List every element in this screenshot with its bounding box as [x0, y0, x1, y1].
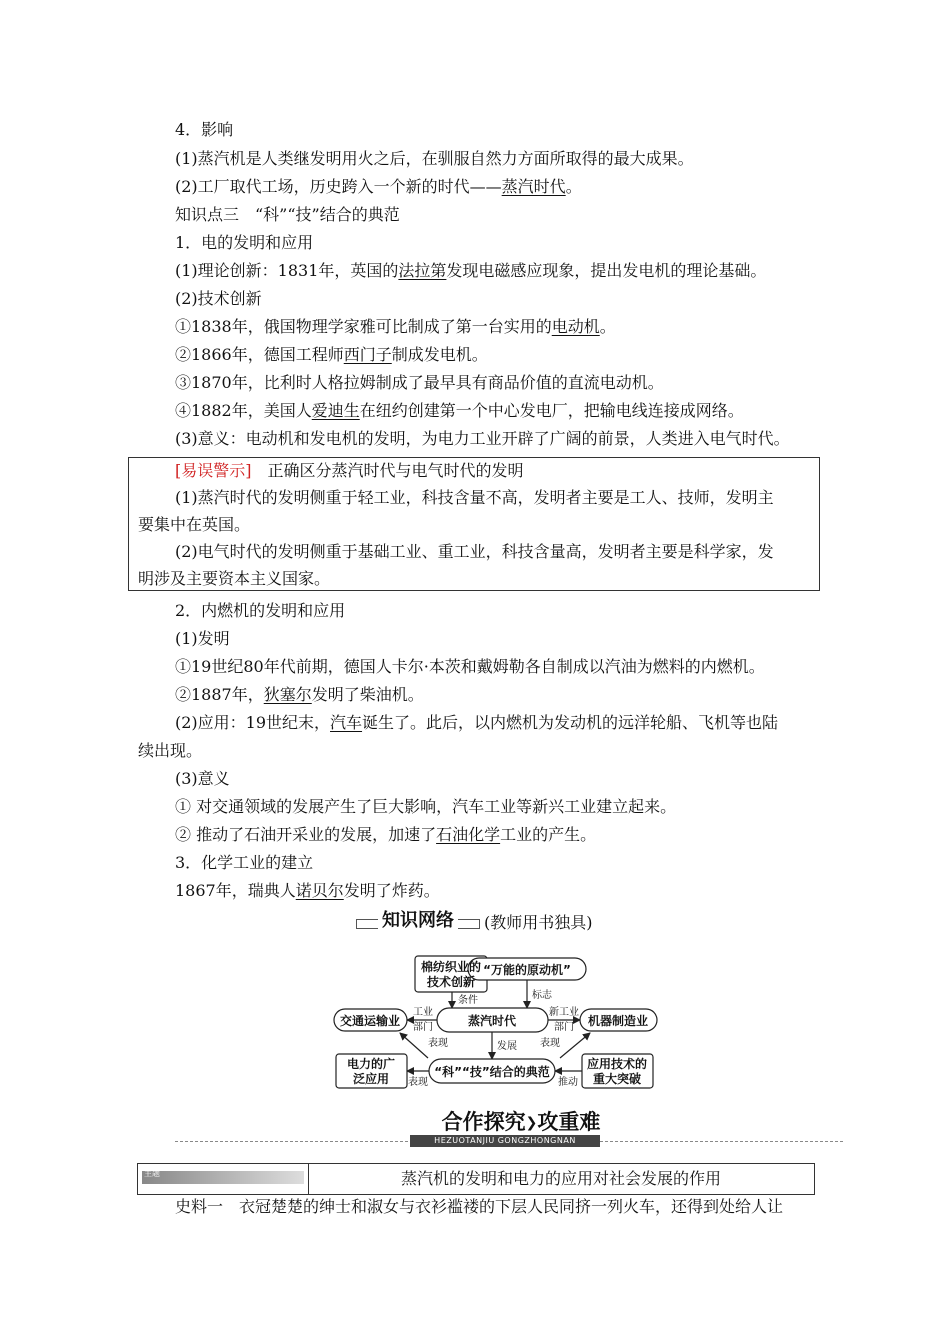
node-cotton-label: 棉纺织业的 — [420, 960, 482, 974]
source-material: 史料一 衣冠楚楚的绅士和淑女与衣衫褴褛的下层人民同挤一列火车，还得到处给人让 — [175, 1197, 784, 1216]
underlined-term: 西门子 — [343, 345, 392, 364]
node-keji-label: “科”“技”结合的典范 — [434, 1065, 550, 1079]
paragraph: (1)理论创新：1831年，英国的法拉第发现电磁感应现象，提出发电机的理论基础。 — [175, 261, 767, 280]
warning-text: 要集中在英国。 — [138, 515, 251, 534]
node-elec-label: 电力的广 — [346, 1057, 396, 1071]
list-item: ② 推动了石油开采业的发展，加速了石油化学工业的产生。 — [175, 825, 597, 844]
paragraph: (3)意义：电动机和发电机的发明，为电力工业开辟了广阔的前景，人类进入电气时代。 — [175, 429, 790, 448]
edge-label-new-industry: 新工业 — [549, 1007, 579, 1018]
edge-label-show-right: 表现 — [540, 1038, 560, 1049]
paragraph: (2)应用：19世纪末，汽车诞生了。此后，以内燃机为发动机的远洋轮船、飞机等也陆 — [175, 713, 779, 732]
edge-label-condition: 条件 — [458, 995, 478, 1006]
node-tech-label: 重大突破 — [592, 1072, 642, 1086]
list-item: ②1866年，德国工程师西门子制成发电机。 — [175, 345, 488, 364]
topic-label-cell — [138, 1164, 309, 1194]
underlined-term: 蒸汽时代 — [501, 177, 566, 196]
list-item: ③1870年，比利时人格拉姆制成了最早具有商品价值的直流电动机。 — [175, 373, 664, 392]
paragraph: (2)工厂取代工场，历史跨入一个新的时代——蒸汽时代。 — [175, 177, 582, 196]
section-heading-influence: 4．影响 — [175, 120, 234, 139]
edge-label-new-industry: 部门 — [554, 1022, 574, 1033]
paragraph: (1)蒸汽机是人类继发明用火之后，在驯服自然力方面所取得的最大成果。 — [175, 149, 694, 168]
node-steam-label: 蒸汽时代 — [467, 1014, 517, 1028]
underlined-term: 爱迪生 — [311, 401, 360, 420]
cooperation-pinyin: HEZUOTANJIU GONGZHONGNAN — [410, 1135, 600, 1147]
list-item: ②1887年，狄塞尔发明了柴油机。 — [175, 685, 424, 704]
edge-label-industry: 部门 — [413, 1022, 433, 1033]
edge-label-develop: 发展 — [497, 1041, 517, 1052]
paragraph: 续出现。 — [138, 741, 203, 760]
edge-label-push: 推动 — [558, 1077, 578, 1088]
topic-text: 蒸汽机的发明和电力的应用对社会发展的作用 — [400, 1169, 721, 1188]
underlined-term: 电动机 — [551, 317, 600, 336]
paragraph: (2)技术创新 — [175, 289, 262, 308]
chevron-right-icon: ❯ — [525, 1115, 538, 1131]
topic-label: 主题 — [144, 1169, 160, 1178]
list-item: ④1882年，美国人爱迪生在纽约创建第一个中心发电厂，把输电线连接成网络。 — [175, 401, 744, 420]
topic-label-shade — [142, 1171, 304, 1184]
node-tech-label: 应用技术的 — [586, 1057, 648, 1071]
warning-text: (1)蒸汽时代的发明侧重于轻工业，科技含量不高，发明者主要是工人、技师，发明主 — [175, 488, 774, 507]
node-transport-label: 交通运输业 — [339, 1014, 401, 1028]
list-item: ①1838年，俄国物理学家雅可比制成了第一台实用的电动机。 — [175, 317, 616, 336]
node-elec-label: 泛应用 — [352, 1072, 390, 1086]
teacher-note: (教师用书独具) — [484, 913, 593, 932]
knowledge-point-title: 知识点三 “科”“技”结合的典范 — [175, 205, 400, 224]
knowledge-network-title: 知识网络 — [378, 909, 458, 935]
cooperation-title: 合作探究❯攻重难 — [421, 1108, 621, 1137]
subsection-heading: 1．电的发明和应用 — [175, 233, 314, 252]
subsection-heading: 3．化学工业的建立 — [175, 853, 314, 872]
warning-text: (2)电气时代的发明侧重于基础工业、重工业，科技含量高，发明者主要是科学家，发 — [175, 542, 774, 561]
underlined-term: 汽车 — [330, 713, 363, 732]
warning-title: [易误警示] 正确区分蒸汽时代与电气时代的发明 — [175, 461, 524, 480]
edge-label-sign: 标志 — [532, 990, 552, 1001]
topic-table — [137, 1163, 815, 1195]
node-machine-label: 机器制造业 — [587, 1014, 649, 1028]
underlined-term: 诺贝尔 — [295, 881, 344, 900]
underlined-term: 石油化学 — [436, 825, 501, 844]
warning-text: 明涉及主要资本主义国家。 — [138, 569, 331, 588]
underlined-term: 狄塞尔 — [263, 685, 312, 704]
list-item: ① 对交通领域的发展产生了巨大影响，汽车工业等新兴工业建立起来。 — [175, 797, 677, 816]
warning-label: [易误警示] — [175, 461, 252, 480]
node-cotton-label: 技术创新 — [426, 975, 476, 989]
paragraph: 1867年，瑞典人诺贝尔发明了炸药。 — [175, 881, 440, 900]
underlined-term: 法拉第 — [398, 261, 447, 280]
subsection-heading: 2．内燃机的发明和应用 — [175, 601, 346, 620]
paragraph: (3)意义 — [175, 769, 230, 788]
node-engine-label: “万能的原动机” — [483, 963, 571, 977]
edge-label-show-left: 表现 — [428, 1038, 448, 1049]
edge-label-show-bottom: 表现 — [408, 1077, 428, 1088]
paragraph: (1)发明 — [175, 629, 230, 648]
edge-label-industry: 工业 — [413, 1007, 433, 1018]
list-item: ①19世纪80年代前期，德国人卡尔·本茨和戴姆勒各自制成以汽油为燃料的内燃机。 — [175, 657, 765, 676]
